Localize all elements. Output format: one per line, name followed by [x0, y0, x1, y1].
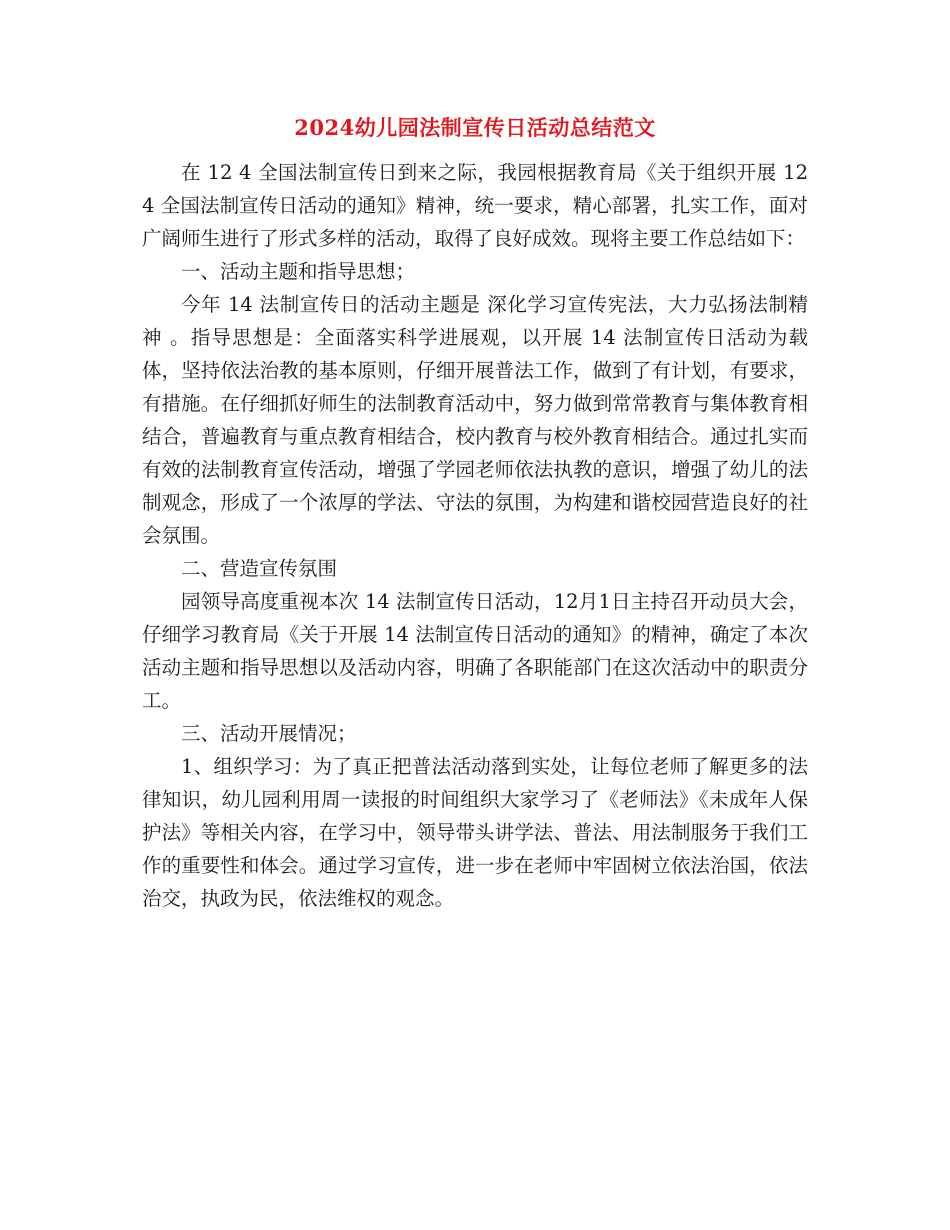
document-title: 2024幼儿园法制宣传日活动总结范文: [294, 115, 656, 140]
document-body: [142, 156, 808, 915]
intro-paragraph: 在 12 4 全国法制宣传日到来之际，我园根据教育局《关于组织开展 12 4 全国法制宣传日活动的通知》精神，统一要求，精心部署，扎实工作，面对广阔师生进行了形式多样的活动，取得了良好成效。现将主要工作总结如下：: [142, 161, 808, 250]
section-heading-theme: 一、活动主题和指导思想；: [181, 260, 416, 283]
section-heading-atmosphere: 二、营造宣传氛围: [181, 557, 338, 580]
atmosphere-paragraph: 园领导高度重视本次 14 法制宣传日活动，12月1日主持召开动员大会，仔细学习教育局《关于开展 14 法制宣传日活动的通知》的精神，确定了本次活动主题和指导思想以及活动内容，明确了各职能部门在这次活动中的职责分工。: [142, 590, 808, 712]
activities-paragraph: 1、组织学习：为了真正把普法活动落到实处，让每位老师了解更多的法律知识，幼儿园利用周一读报的时间组织大家学习了《老师法》《未成年人保护法》等相关内容，在学习中，领导带头讲学法、普法、用法制服务于我们工作的重要性和体会。通过学习宣传，进一步在老师中牢固树立依法治国，依法治交，执政为民，依法维权的观念。: [142, 755, 808, 910]
theme-paragraph: 今年 14 法制宣传日的活动主题是 深化学习宣传宪法，大力弘扬法制精神 。指导思想是：全面落实科学进展观，以开展 14 法制宣传日活动为载体，坚持依法治教的基本原则，仔细开展普法工作，做到了有计划，有要求，有措施。在仔细抓好师生的法制教育活动中，努力做到常常教育与集体教育相结合，普遍教育与重点教育相结合，校内教育与校外教育相结合。通过扎实而有效的法制教育宣传活动，增强了学园老师依法执教的意识，增强了幼儿的法制观念，形成了一个浓厚的学法、守法的氛围，为构建和谐校园营造良好的社会氛围。: [142, 293, 808, 547]
section-heading-activities: 三、活动开展情况；: [181, 722, 357, 745]
